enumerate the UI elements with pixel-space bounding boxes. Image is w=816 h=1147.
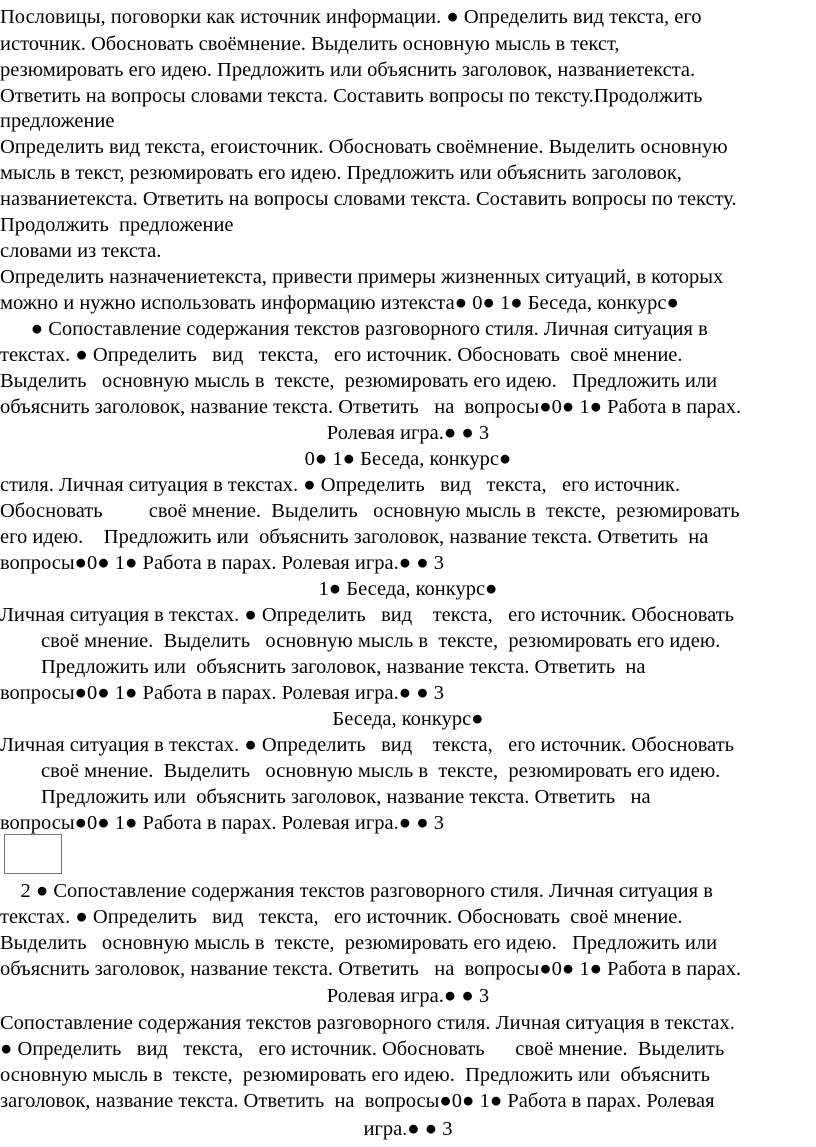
text-line-33: 2 ● Сопоставление содержания текстов разговорного стиля. Личная ситуация в [0,880,713,902]
text-line-27: вопросы●0● 1● Работа в парах. Ролевая игра.● ● 3 [0,682,444,704]
text-line-26: Предложить или объяснить заголовок, название текста. Ответить на [0,656,646,678]
text-line-6: Определить вид текста, егоисточник. Обосновать своёмнение. Выделить основную [0,136,728,158]
text-line-21: его идею. Предложить или объяснить заголовок, название текста. Ответить на [0,526,709,548]
text-line-34: текстах. ● Определить вид текста, его источник. Обосновать своё мнение. [0,906,683,928]
text-line-10: словами из текста. [0,240,162,262]
text-line-36: объяснить заголовок, название текста. Ответить на вопросы●0● 1● Работа в парах. [0,958,742,980]
text-line-28: Беседа, конкурс● [332,708,484,730]
text-line-2: источник. Обосновать своёмнение. Выделить основную мысль в текст, [0,33,620,55]
text-line-32: вопросы●0● 1● Работа в парах. Ролевая игра.● ● 3 [0,812,444,834]
text-line-14: текстах. ● Определить вид текста, его источник. Обосновать своё мнение. [0,344,683,366]
text-line-24: Личная ситуация в текстах. ● Определить вид текста, его источник. Обосновать [0,604,735,626]
text-line-3: резюмировать его идею. Предложить или объяснить заголовок, названиетекста. [0,59,696,81]
text-line-38: Сопоставление содержания текстов разговорного стиля. Личная ситуация в текстах. [0,1012,735,1034]
text-line-11: Определить назначениетекста, привести примеры жизненных ситуаций, в которых [0,266,724,288]
text-line-20: Обосновать своё мнение. Выделить основную мысль в тексте, резюмировать [0,500,740,522]
text-line-23: 1● Беседа, конкурс● [318,578,498,600]
text-line-19: стиля. Личная ситуация в текстах. ● Определить вид текста, его источник. [0,474,681,496]
text-line-30: своё мнение. Выделить основную мысль в тексте, резюмировать его идею. [0,760,721,782]
text-line-35: Выделить основную мысль в тексте, резюмировать его идею. Предложить или [0,932,718,954]
text-line-5: предложение [0,110,115,132]
text-line-8: названиетекста. Ответить на вопросы словами текста. Составить вопросы по тексту. [0,188,737,210]
text-line-40: основную мысль в тексте, резюмировать его идею. Предложить или объяснить [0,1064,710,1086]
text-line-12: можно и нужно использовать информацию изтекста● 0● 1● Беседа, конкурс● [0,292,679,314]
text-line-39: ● Определить вид текста, его источник. Обосновать своё мнение. Выделить [0,1038,725,1060]
text-line-9: Продолжить предложение [0,214,234,236]
text-line-15: Выделить основную мысль в тексте, резюмировать его идею. Предложить или [0,370,718,392]
text-line-22: вопросы●0● 1● Работа в парах. Ролевая игра.● ● 3 [0,552,444,574]
text-line-17: Ролевая игра.● ● 3 [326,422,490,444]
text-line-25: своё мнение. Выделить основную мысль в тексте, резюмировать его идею. [0,630,721,652]
text-line-13: ● Сопоставление содержания текстов разговорного стиля. Личная ситуация в [0,318,708,340]
text-line-18: 0● 1● Беседа, конкурс● [304,448,512,470]
text-line-31: Предложить или объяснить заголовок, название текста. Ответить на [0,786,651,808]
text-line-42: игра.● ● 3 [363,1118,453,1140]
text-line-1: Пословицы, поговорки как источник информации. ● Определить вид текста, его [0,6,702,28]
text-line-41: заголовок, название текста. Ответить на вопросы●0● 1● Работа в парах. Ролевая [0,1090,715,1112]
text-line-29: Личная ситуация в текстах. ● Определить вид текста, его источник. Обосновать [0,734,735,756]
text-line-7: мысль в текст, резюмировать его идею. Предложить или объяснить заголовок, [0,162,682,184]
empty-box [4,834,62,874]
text-line-16: объяснить заголовок, название текста. Ответить на вопросы●0● 1● Работа в парах. [0,396,742,418]
text-line-37: Ролевая игра.● ● 3 [326,985,490,1007]
text-line-4: Ответить на вопросы словами текста. Составить вопросы по тексту.Продолжить [0,85,703,107]
